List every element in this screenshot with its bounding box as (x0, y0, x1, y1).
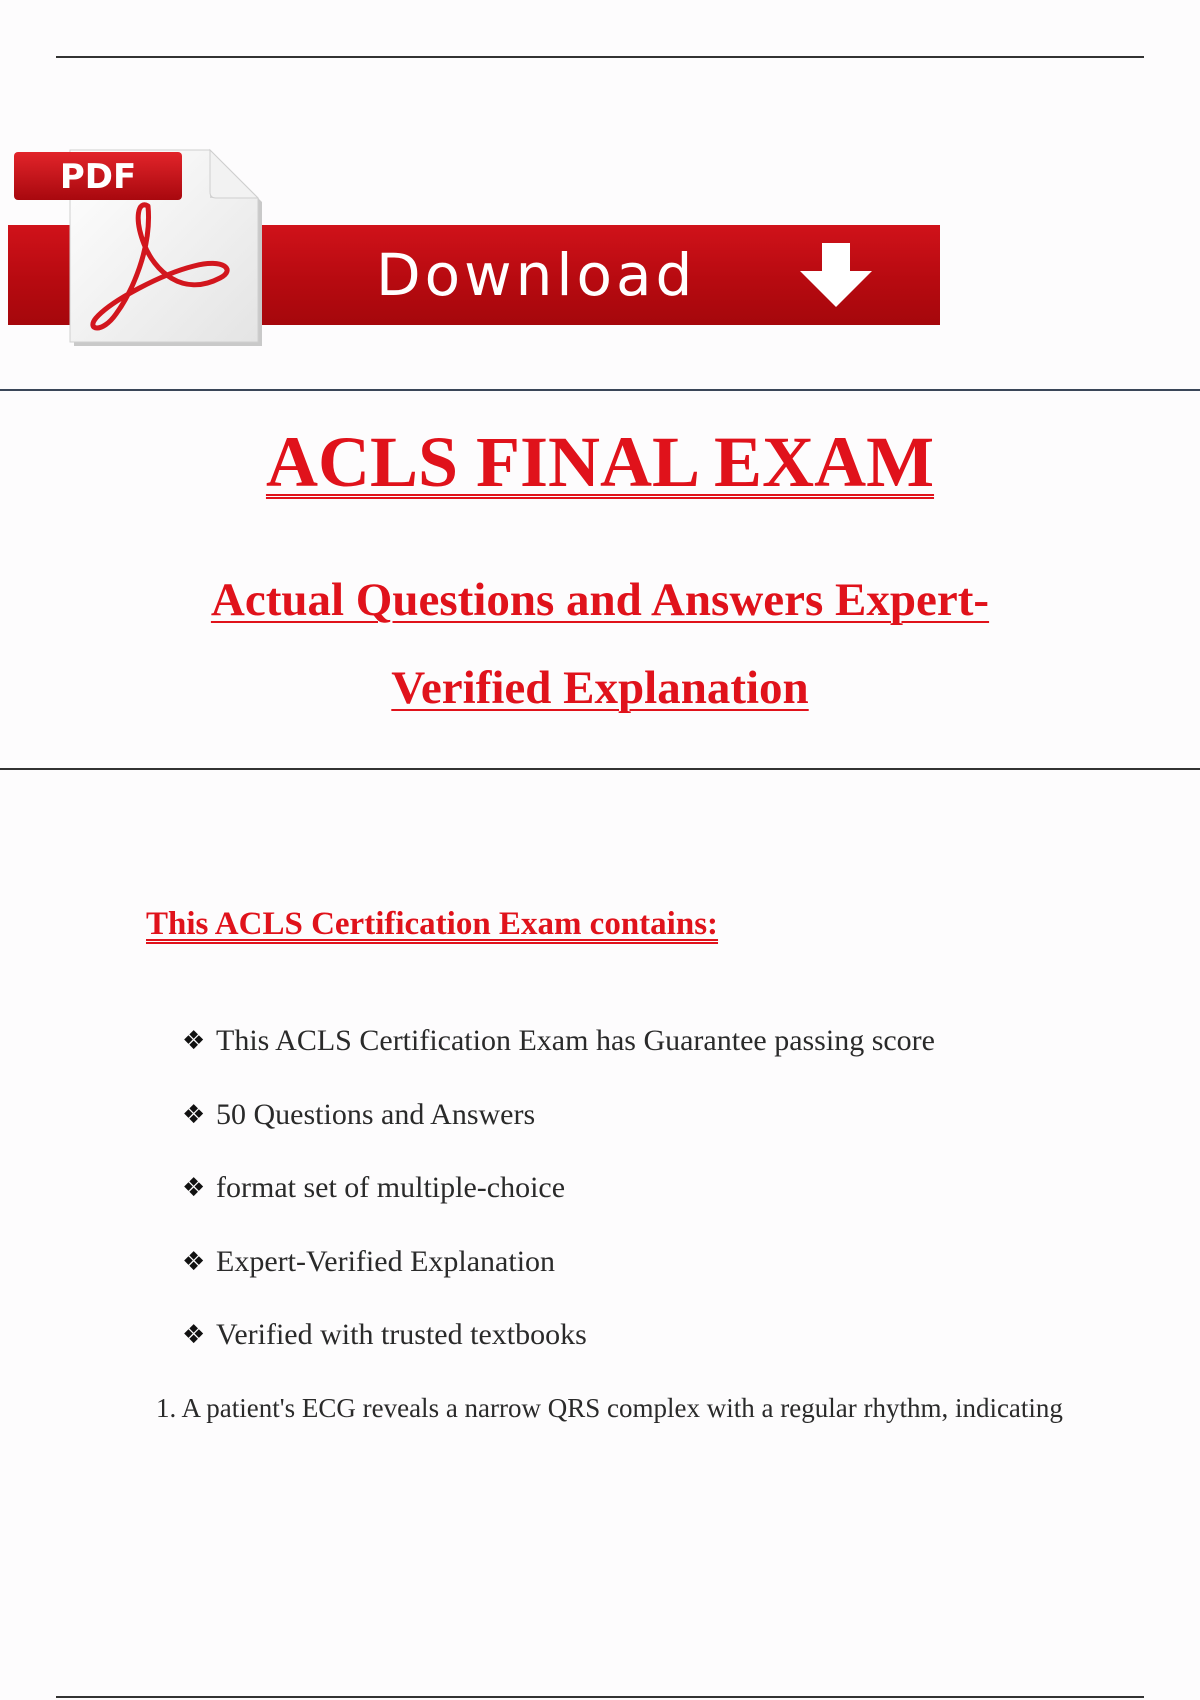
header-bottom-rule (0, 768, 1200, 770)
download-arrow-icon (796, 241, 876, 309)
top-rule (56, 56, 1144, 58)
bottom-rule (56, 1696, 1144, 1698)
four-diamond-bullet-icon: ❖ (182, 1320, 206, 1350)
list-item (182, 1159, 935, 1233)
feature-text: 50 Questions and Answers (216, 1097, 536, 1131)
adobe-pdf-icon (12, 148, 272, 348)
four-diamond-bullet-icon: ❖ (182, 1099, 206, 1130)
list-item (182, 1306, 935, 1380)
pdf-tag-label: PDF (59, 157, 137, 197)
feature-text: Verified with trusted textbooks (216, 1318, 587, 1351)
list-item (182, 1233, 935, 1307)
feature-text: This ACLS Certification Exam has Guarantee passing score (216, 1024, 935, 1057)
feature-text: format set of multiple-choice (216, 1171, 566, 1204)
feature-text: Expert-Verified Explanation (216, 1244, 556, 1278)
feature-list (182, 1012, 935, 1380)
question-number: 1. (156, 1393, 177, 1423)
four-diamond-bullet-icon: ❖ (182, 1026, 206, 1056)
page-subtitle: Actual Questions and Answers Expert-Verified Explanation (210, 574, 990, 714)
question-item (156, 1388, 1156, 1428)
four-diamond-bullet-icon: ❖ (182, 1246, 206, 1277)
page-title: ACLS FINAL EXAM (265, 422, 935, 502)
four-diamond-bullet-icon: ❖ (182, 1173, 206, 1203)
download-label: Download (376, 241, 697, 309)
header-top-rule (0, 389, 1200, 391)
list-item (182, 1086, 935, 1160)
contents-heading: This ACLS Certification Exam contains: (146, 906, 719, 942)
question-text: A patient's ECG reveals a narrow QRS complex with a regular rhythm, indicating (181, 1393, 1063, 1423)
list-item (182, 1012, 935, 1086)
